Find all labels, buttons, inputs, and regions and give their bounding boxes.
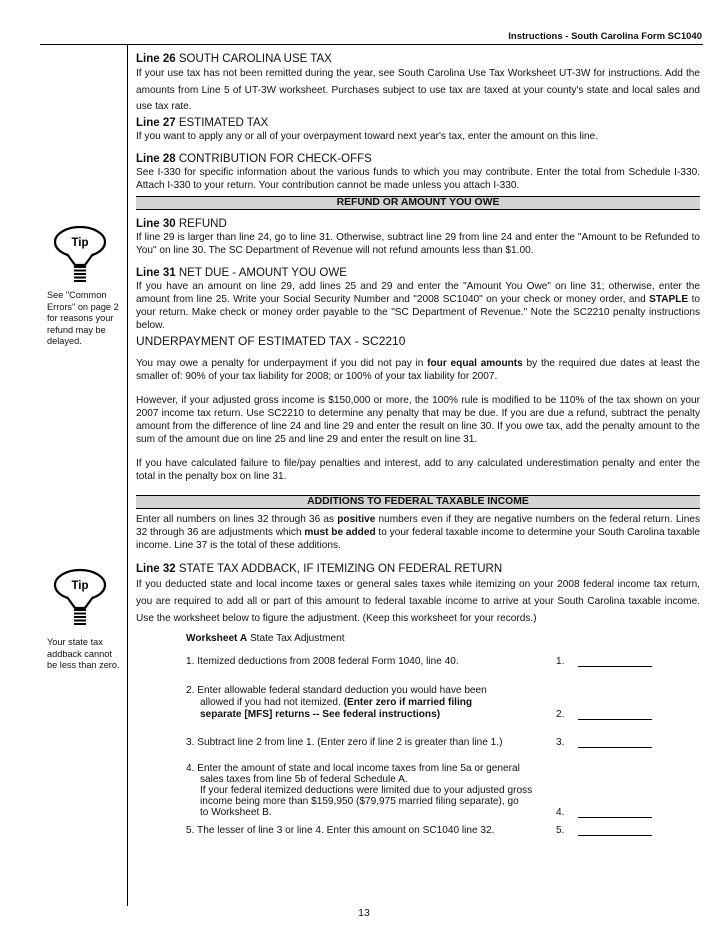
line30-number: Line 30 <box>136 218 176 230</box>
additions-section-bar: ADDITIONS TO FEDERAL TAXABLE INCOME <box>136 495 700 509</box>
line32-text: If you deducted state and local income taxes or general sales taxes while itemizing on your 2008 federal income tax return, you are required to add all or part of this amount to federal taxable income to arrive at your South Carolina taxable income. Use the worksheet below to figure the adjustment. (Keep this worksheet for your records.) <box>136 579 700 624</box>
additions-text-b: numbers even if they are negative numbers on the federal return. Lines 32 through 36 are adjustments which <box>136 514 700 538</box>
tip2-label: Tip <box>71 580 89 592</box>
line26-text: If your use tax has not been remitted during the year, see South Carolina Use Tax Worksheet UT-3W for instructions. Add the amounts from Line 5 of UT-3W worksheet. Purchases subject to use tax are taxed at your county's state and local sales and use tax rate. <box>136 68 700 112</box>
underpay-p3: If you have calculated failure to file/pay penalties and interest, add to any calculated underestimation penalty and enter the total in the penalty box on line 31. <box>136 458 700 482</box>
tip1-text: See "Common Errors" on page 2 for reasons your refund may be delayed. <box>47 290 119 346</box>
line31-staple: STAPLE <box>649 294 689 305</box>
worksheet-item4-b: sales taxes from line 5b of federal Schedule A. <box>200 774 408 785</box>
underpayment-title: UNDERPAYMENT OF ESTIMATED TAX - SC2210 <box>136 334 406 348</box>
line27-section <box>136 116 700 143</box>
lightbulb-tip-icon <box>50 567 110 627</box>
underpayment-section <box>136 334 700 483</box>
line30-text: If line 29 is larger than line 24, go to line 31. Otherwise, subtract line 29 from line 24 and enter the "Amount to be Refunded to You" on line 30. The SC Department of Revenue will not refund amounts less than $1.00. <box>136 232 700 256</box>
line26-number: Line 26 <box>136 53 176 65</box>
worksheet-num1: 1. <box>556 656 565 667</box>
worksheet-item2-a: 2. Enter allowable federal standard deduction you would have been <box>186 685 487 696</box>
worksheet-line1-field[interactable] <box>578 666 652 667</box>
worksheet-num3: 3. <box>556 737 565 748</box>
line30-title: REFUND <box>178 218 227 230</box>
line30-section <box>136 217 700 257</box>
line26-section <box>136 52 700 116</box>
worksheet-item2-bold2: separate [MFS] returns -- See federal instructions) <box>200 709 441 720</box>
additions-text-a: Enter all numbers on lines 32 through 36 as <box>136 514 338 525</box>
line32-section <box>136 562 700 627</box>
line32-number: Line 32 <box>136 563 176 575</box>
line28-section <box>136 152 700 192</box>
underpay-p1-bold: four equal amounts <box>427 358 523 369</box>
line27-number: Line 27 <box>136 117 176 129</box>
underpay-p2: However, if your adjusted gross income is $150,000 or more, the 100% rule is modified to be 110% of the tax shown on your 2007 income tax return. Use SC2210 to determine any penalty that may be due. If you are due a refund, subtract the penalty amount from the difference of line 24 and line 29 and enter the result on line 30. If you owe tax, add the penalty amount to the sum of the amount due on line 25 and line 29 and enter the result on line 31. <box>136 395 700 445</box>
underpay-p1-b: by the required due dates at least the smaller of: 90% of your tax liability for 2008; or 100% of your tax liability for 2007. <box>136 358 701 382</box>
lightbulb-tip-icon <box>50 224 110 284</box>
tip2-text: Your state tax addback cannot be less than zero. <box>47 637 120 670</box>
worksheet-line2-field[interactable] <box>578 719 652 720</box>
margin-rule <box>127 44 128 906</box>
worksheet-item4-c: If your federal itemized deductions were limited due to your adjusted gross <box>200 785 533 796</box>
line26-title: SOUTH CAROLINA USE TAX <box>178 53 332 65</box>
line27-text: If you want to apply any or all of your overpayment toward next year's tax, enter the amount on this line. <box>136 131 599 142</box>
worksheet-line5-field[interactable] <box>578 835 652 836</box>
additions-positive: positive <box>337 514 376 525</box>
underpay-p1-a: You may owe a penalty for underpayment if you did not pay in <box>136 358 428 369</box>
worksheet-item4-a: 4. Enter the amount of state and local income taxes from line 5a or general <box>186 763 520 774</box>
worksheet-item4-d: income being more than $159,950 ($79,975 married filing separate), go <box>200 796 519 807</box>
page-header: Instructions - South Carolina Form SC1040 <box>508 31 702 42</box>
worksheet-item1: 1. Itemized deductions from 2008 federal Form 1040, line 40. <box>186 656 459 667</box>
worksheet-item3: 3. Subtract line 2 from line 1. (Enter zero if line 2 is greater than line 1.) <box>186 737 503 748</box>
line28-text: See I-330 for specific information about the various funds to which you may contribute. Enter the total from Schedule I-330. Attach I-330 to your return. Your contribution cannot be made unless you attach I-330. <box>136 167 700 191</box>
additions-text-c: to your federal taxable income to determine your South Carolina taxable income. Line 37 is the total of these additions. <box>136 527 700 551</box>
refund-section-bar: REFUND OR AMOUNT YOU OWE <box>136 196 700 210</box>
worksheet-title-bold: Worksheet A <box>186 633 248 644</box>
line31-number: Line 31 <box>136 267 176 279</box>
worksheet-num4: 4. <box>556 807 565 818</box>
worksheet-item4-e: to Worksheet B. <box>200 807 272 818</box>
worksheet-num5: 5. <box>556 825 565 836</box>
line32-title: STATE TAX ADDBACK, IF ITEMIZING ON FEDERAL RETURN <box>178 563 503 575</box>
line31-text-b: to your return. Make check or money order payable to the "SC Department of Revenue." Note the SC2210 penalty instructions below. <box>136 294 700 331</box>
line31-section <box>136 266 700 332</box>
line27-title: ESTIMATED TAX <box>178 117 269 129</box>
worksheet-item2-bold: (Enter zero if married filing <box>343 697 473 708</box>
line31-text-a: If you have an amount on line 29, add lines 25 and 29 and enter the "Amount You Owe" on line 31; otherwise, enter the amount from line 25. Write your Social Security Number and "2008 SC1040" on your check or money order, and <box>136 281 700 305</box>
worksheet-title-text: State Tax Adjustment <box>249 633 345 644</box>
worksheet-title <box>186 633 345 645</box>
worksheet-line4-field[interactable] <box>578 817 652 818</box>
line28-title: CONTRIBUTION FOR CHECK-OFFS <box>178 153 372 165</box>
page-number: 13 <box>358 907 370 919</box>
worksheet-line3-field[interactable] <box>578 747 652 748</box>
worksheet-num2: 2. <box>556 709 565 720</box>
worksheet-item5: 5. The lesser of line 3 or line 4. Enter this amount on SC1040 line 32. <box>186 825 495 836</box>
line28-number: Line 28 <box>136 153 176 165</box>
additions-must-be-added: must be added <box>304 527 376 538</box>
tip1-label: Tip <box>71 237 89 249</box>
line31-title: NET DUE - AMOUNT YOU OWE <box>178 267 347 279</box>
additions-intro <box>136 513 700 552</box>
worksheet-item2-b <box>200 697 472 709</box>
worksheet-item2-b-text: allowed if you had not itemized. <box>200 697 344 708</box>
header-rule <box>40 44 703 45</box>
